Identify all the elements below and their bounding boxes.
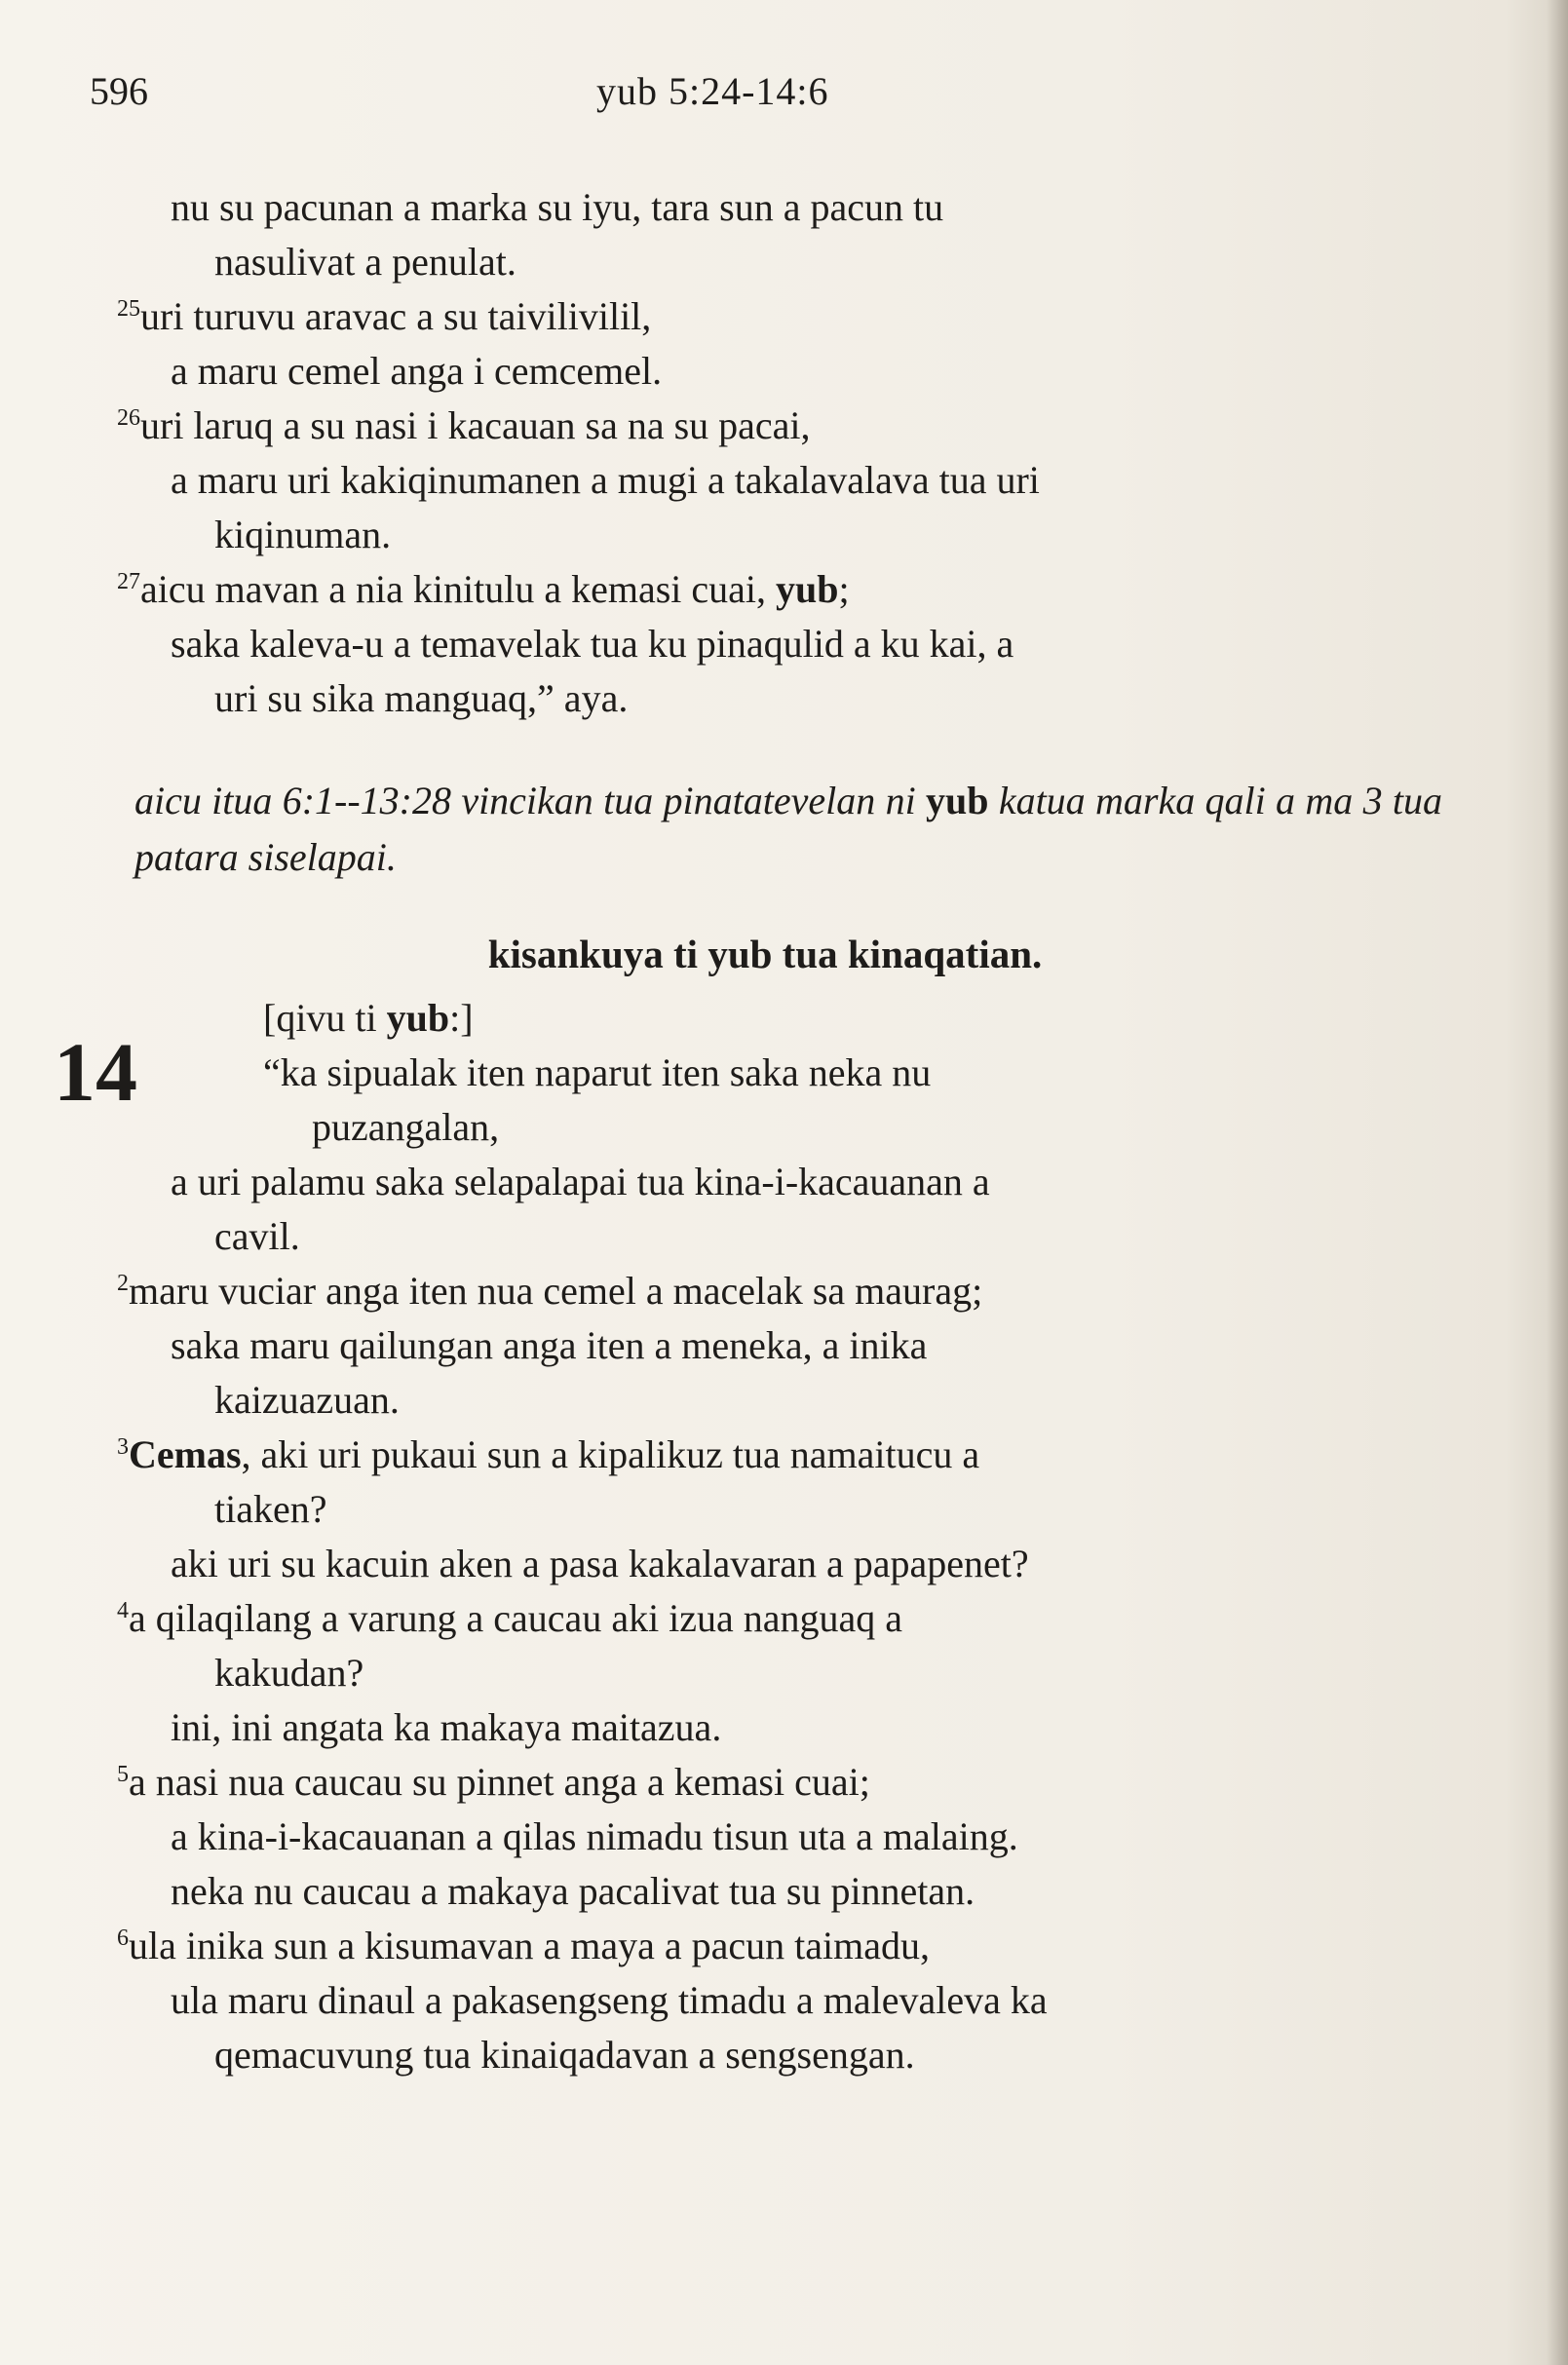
verse-line: saka maru qailungan anga iten a meneka, a inika — [171, 1323, 928, 1367]
verse-line — [117, 1428, 1442, 1482]
speaker-line — [117, 991, 1442, 1046]
verse-text: a nasi nua caucau su pinnet anga a kemasi cuai; — [129, 1760, 870, 1804]
verse-line: qemacuvung tua kinaiqadavan a sengsengan. — [214, 2033, 915, 2077]
verse-number: 4 — [117, 1598, 129, 1623]
name-cemas: Cemas — [129, 1432, 242, 1476]
page-body — [54, 180, 1442, 2082]
verse-text: ula inika sun a kisumavan a maya a pacun taimadu, — [129, 1924, 930, 1967]
verse-line: “ka sipualak iten naparut iten saka neka nu — [263, 1050, 932, 1094]
speaker-text: :] — [449, 996, 474, 1040]
name-yub: yub — [926, 779, 989, 822]
verse-line — [117, 562, 1442, 617]
verse-text: aicu mavan a nia kinitulu a kemasi cuai, — [140, 567, 776, 611]
verse-text: , aki uri pukaui sun a kipalikuz tua namaitucu a — [241, 1432, 980, 1476]
page-header — [90, 68, 1473, 127]
verse-text: a qilaqilang a varung a caucau aki izua nanguaq a — [129, 1596, 903, 1640]
note-text: aicu itua 6:1--13:28 vincikan tua pinatatevelan ni — [134, 779, 926, 822]
editorial-note — [117, 773, 1442, 886]
verse-text: maru vuciar anga iten nua cemel a macelak sa maurag; — [129, 1269, 983, 1313]
verse-line: saka kaleva-u a temavelak tua ku pinaqulid a ku kai, a — [171, 622, 1014, 666]
verse-line: a maru cemel anga i cemcemel. — [171, 349, 663, 393]
verse-number: 6 — [117, 1926, 129, 1951]
verse-number: 3 — [117, 1434, 129, 1460]
verse-line: kaizuazuan. — [214, 1378, 400, 1422]
note-text: katua marka qali a ma 3 tua patara siselapai. — [134, 779, 1442, 879]
verse-text: uri laruq a su nasi i kacauan sa na su pacai, — [140, 403, 811, 447]
verse-line: nasulivat a penulat. — [214, 240, 516, 284]
verse-number: 25 — [117, 296, 140, 322]
verse-line — [117, 1919, 1442, 1973]
verse-line — [117, 1264, 1442, 1318]
verse-line — [117, 1591, 1442, 1646]
verse-line — [117, 289, 1442, 344]
verse-text: uri turuvu aravac a su taivilivilil, — [140, 294, 652, 338]
name-yub: yub — [386, 996, 450, 1040]
verse-line: aki uri su kacuin aken a pasa kakalavaran a papapenet? — [171, 1542, 1029, 1585]
verse-line: neka nu caucau a makaya pacalivat tua su pinnetan. — [171, 1869, 975, 1913]
verse-number: 26 — [117, 405, 140, 431]
verse-number: 27 — [117, 569, 140, 594]
speaker-text: [qivu ti — [263, 996, 387, 1040]
verse-line: a uri palamu saka selapalapai tua kina-i-kacauanan a — [171, 1160, 990, 1203]
verse-line: tiaken? — [214, 1487, 327, 1531]
verse-line: ini, ini angata ka makaya maitazua. — [171, 1705, 722, 1749]
verse-number: 2 — [117, 1271, 129, 1296]
running-head: yub 5:24-14:6 — [596, 69, 829, 113]
page-edge-shadow — [1547, 0, 1568, 2365]
name-yub: yub — [776, 567, 839, 611]
verse-line — [117, 1755, 1442, 1810]
verse-line — [117, 399, 1442, 453]
verse-line: kakudan? — [214, 1651, 364, 1695]
verse-line: ula maru dinaul a pakasengseng timadu a malevaleva ka — [171, 1978, 1048, 2022]
page-number: 596 — [90, 69, 148, 113]
section-heading: kisankuya ti yub tua kinaqatian. — [487, 932, 1043, 976]
verse-line: nu su pacunan a marka su iyu, tara sun a pacun tu — [171, 185, 944, 229]
chapter-block — [54, 991, 1442, 2082]
verse-line: cavil. — [214, 1214, 300, 1258]
verse-number: 5 — [117, 1762, 129, 1787]
verse-line: a maru uri kakiqinumanen a mugi a takalavalava tua uri — [171, 458, 1040, 502]
verse-text: ; — [838, 567, 850, 611]
verse-line: kiqinuman. — [214, 513, 392, 556]
verse-line: uri su sika manguaq,” aya. — [214, 676, 629, 720]
verse-line: a kina-i-kacauanan a qilas nimadu tisun uta a malaing. — [171, 1814, 1018, 1858]
chapter-number: 14 — [54, 1025, 137, 1119]
verse-line: puzangalan, — [312, 1105, 500, 1149]
